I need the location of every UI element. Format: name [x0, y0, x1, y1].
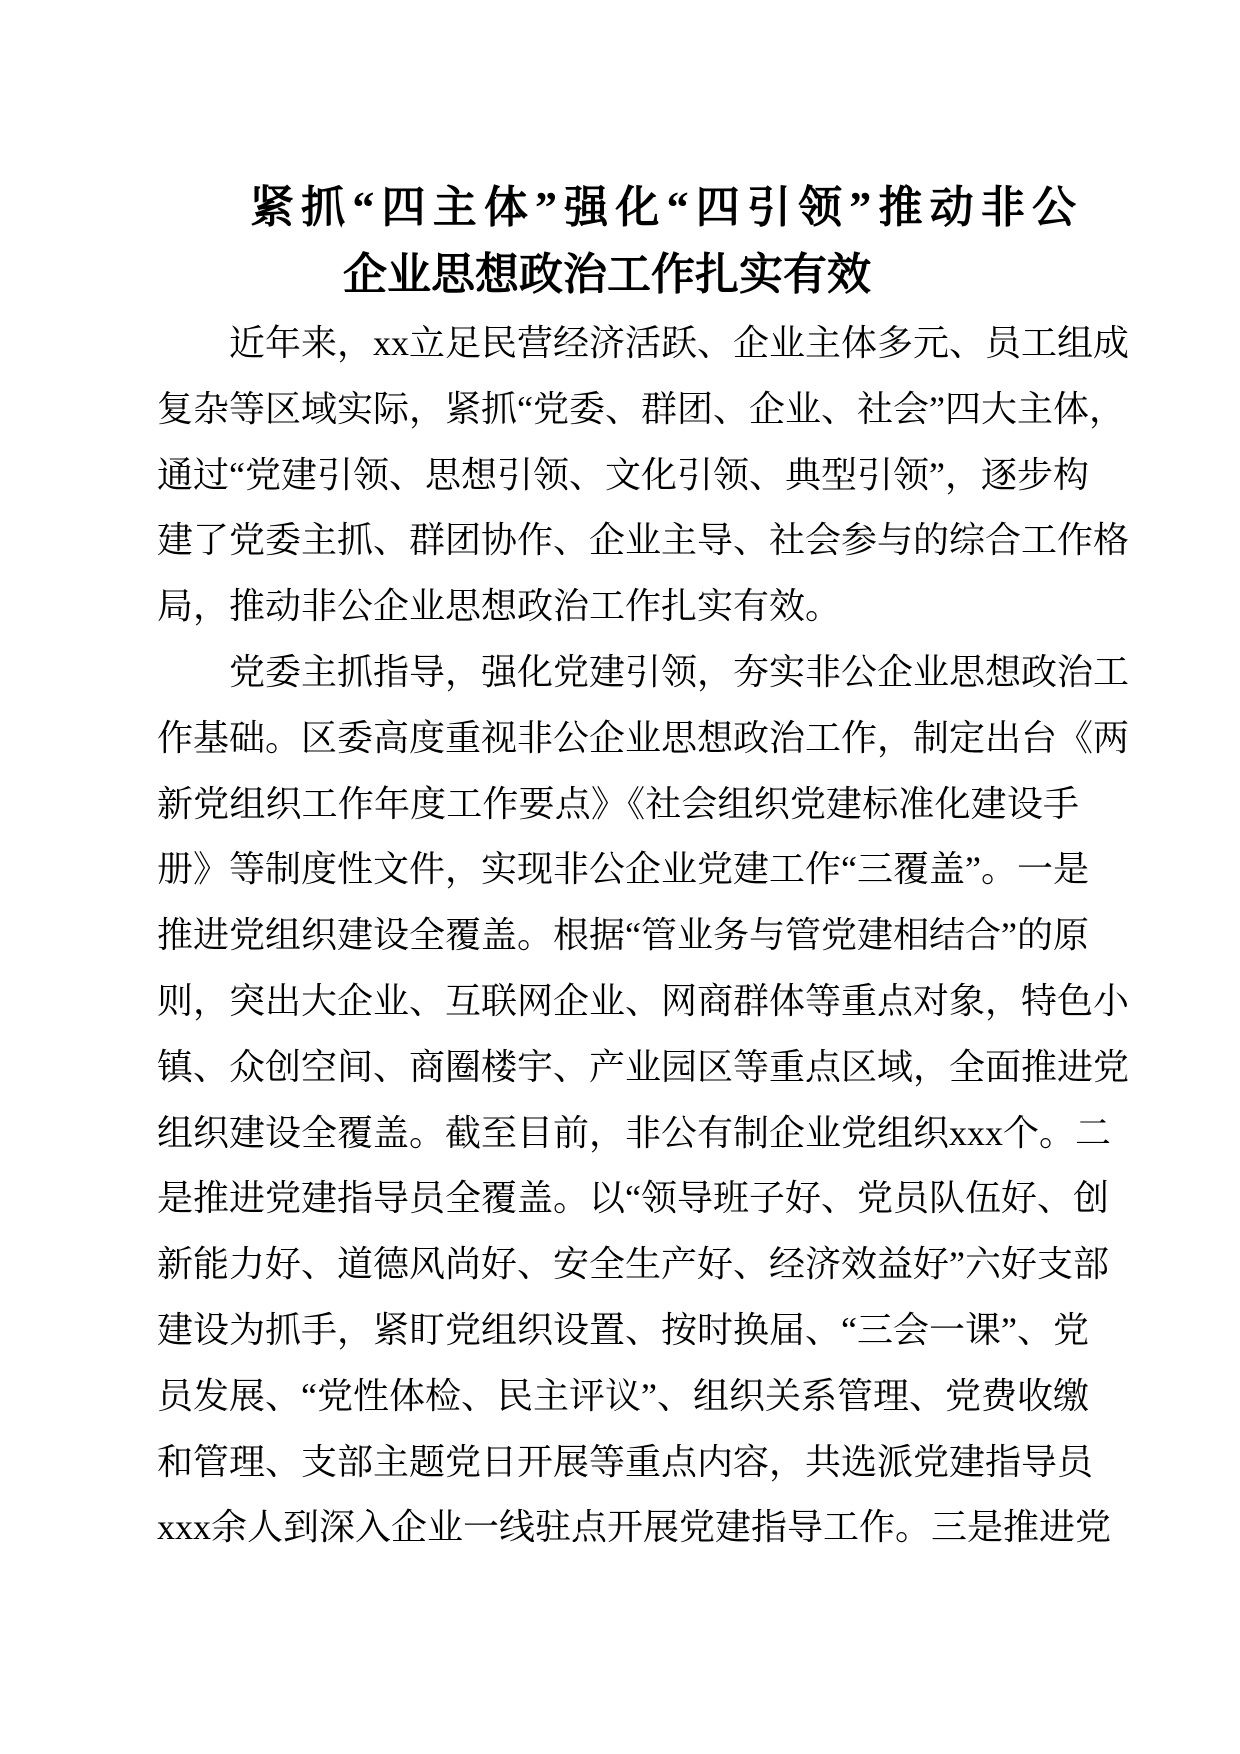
paragraph-1-line: 复杂等区域实际，紧抓“党委、群团、企业、社会”四大主体，: [157, 388, 1125, 429]
paragraph-2-line: xxx余人到深入企业一线驻点开展党建指导工作。三是推进党: [157, 1507, 1112, 1548]
paragraph-2-line: 员发展、“党性体检、民主评议”、组织关系管理、党费收缴: [157, 1375, 1089, 1416]
document-title-line-2: 企业思想政治工作扎实有效: [343, 250, 871, 299]
paragraph-2-line: 和管理、支部主题党日开展等重点内容，共选派党建指导员: [157, 1441, 1094, 1482]
paragraph-2-line: 建设为抓手，紧盯党组织设置、按时换届、“三会一课”、党: [157, 1310, 1089, 1350]
paragraph-2-line: 组织建设全覆盖。截至目前，非公有制企业党组织xxx个。二: [157, 1112, 1112, 1153]
paragraph-1-line: 局，推动非公企业思想政治工作扎实有效。: [157, 586, 842, 627]
paragraph-2-line: 则，突出大企业、互联网企业、网商群体等重点对象，特色小: [157, 981, 1130, 1021]
paragraph-1-line: 通过“党建引领、思想引领、文化引领、典型引领”，逐步构: [157, 454, 1089, 495]
paragraph-2-line: 作基础。区委高度重视非公企业思想政治工作，制定出台《两: [157, 717, 1130, 758]
paragraph-1-line: 近年来，xx立足民营经济活跃、企业主体多元、员工组成: [229, 323, 1130, 363]
paragraph-2-line: 镇、众创空间、商圈楼宇、产业园区等重点区域，全面推进党: [157, 1046, 1130, 1087]
paragraph-2-line: 推进党组织建设全覆盖。根据“管业务与管党建相结合”的原: [157, 915, 1089, 956]
paragraph-2-line: 新党组织工作年度工作要点》《社会组织党建标准化建设手: [157, 783, 1079, 824]
paragraph-2-line: 新能力好、道德风尚好、安全生产好、经济效益好”六好支部: [157, 1244, 1109, 1285]
paragraph-1-line: 建了党委主抓、群团协作、企业主导、社会参与的综合工作格: [157, 520, 1130, 561]
paragraph-2-line: 是推进党建指导员全覆盖。以“领导班子好、党员队伍好、创: [157, 1178, 1109, 1219]
document-title-line-1: 紧抓“四主体”强化“四引领”推动非公: [250, 183, 1076, 232]
paragraph-2-line: 党委主抓指导，强化党建引领，夯实非公企业思想政治工: [229, 652, 1130, 692]
paragraph-2-line: 册》等制度性文件，实现非公企业党建工作“三覆盖”。一是: [157, 849, 1089, 890]
